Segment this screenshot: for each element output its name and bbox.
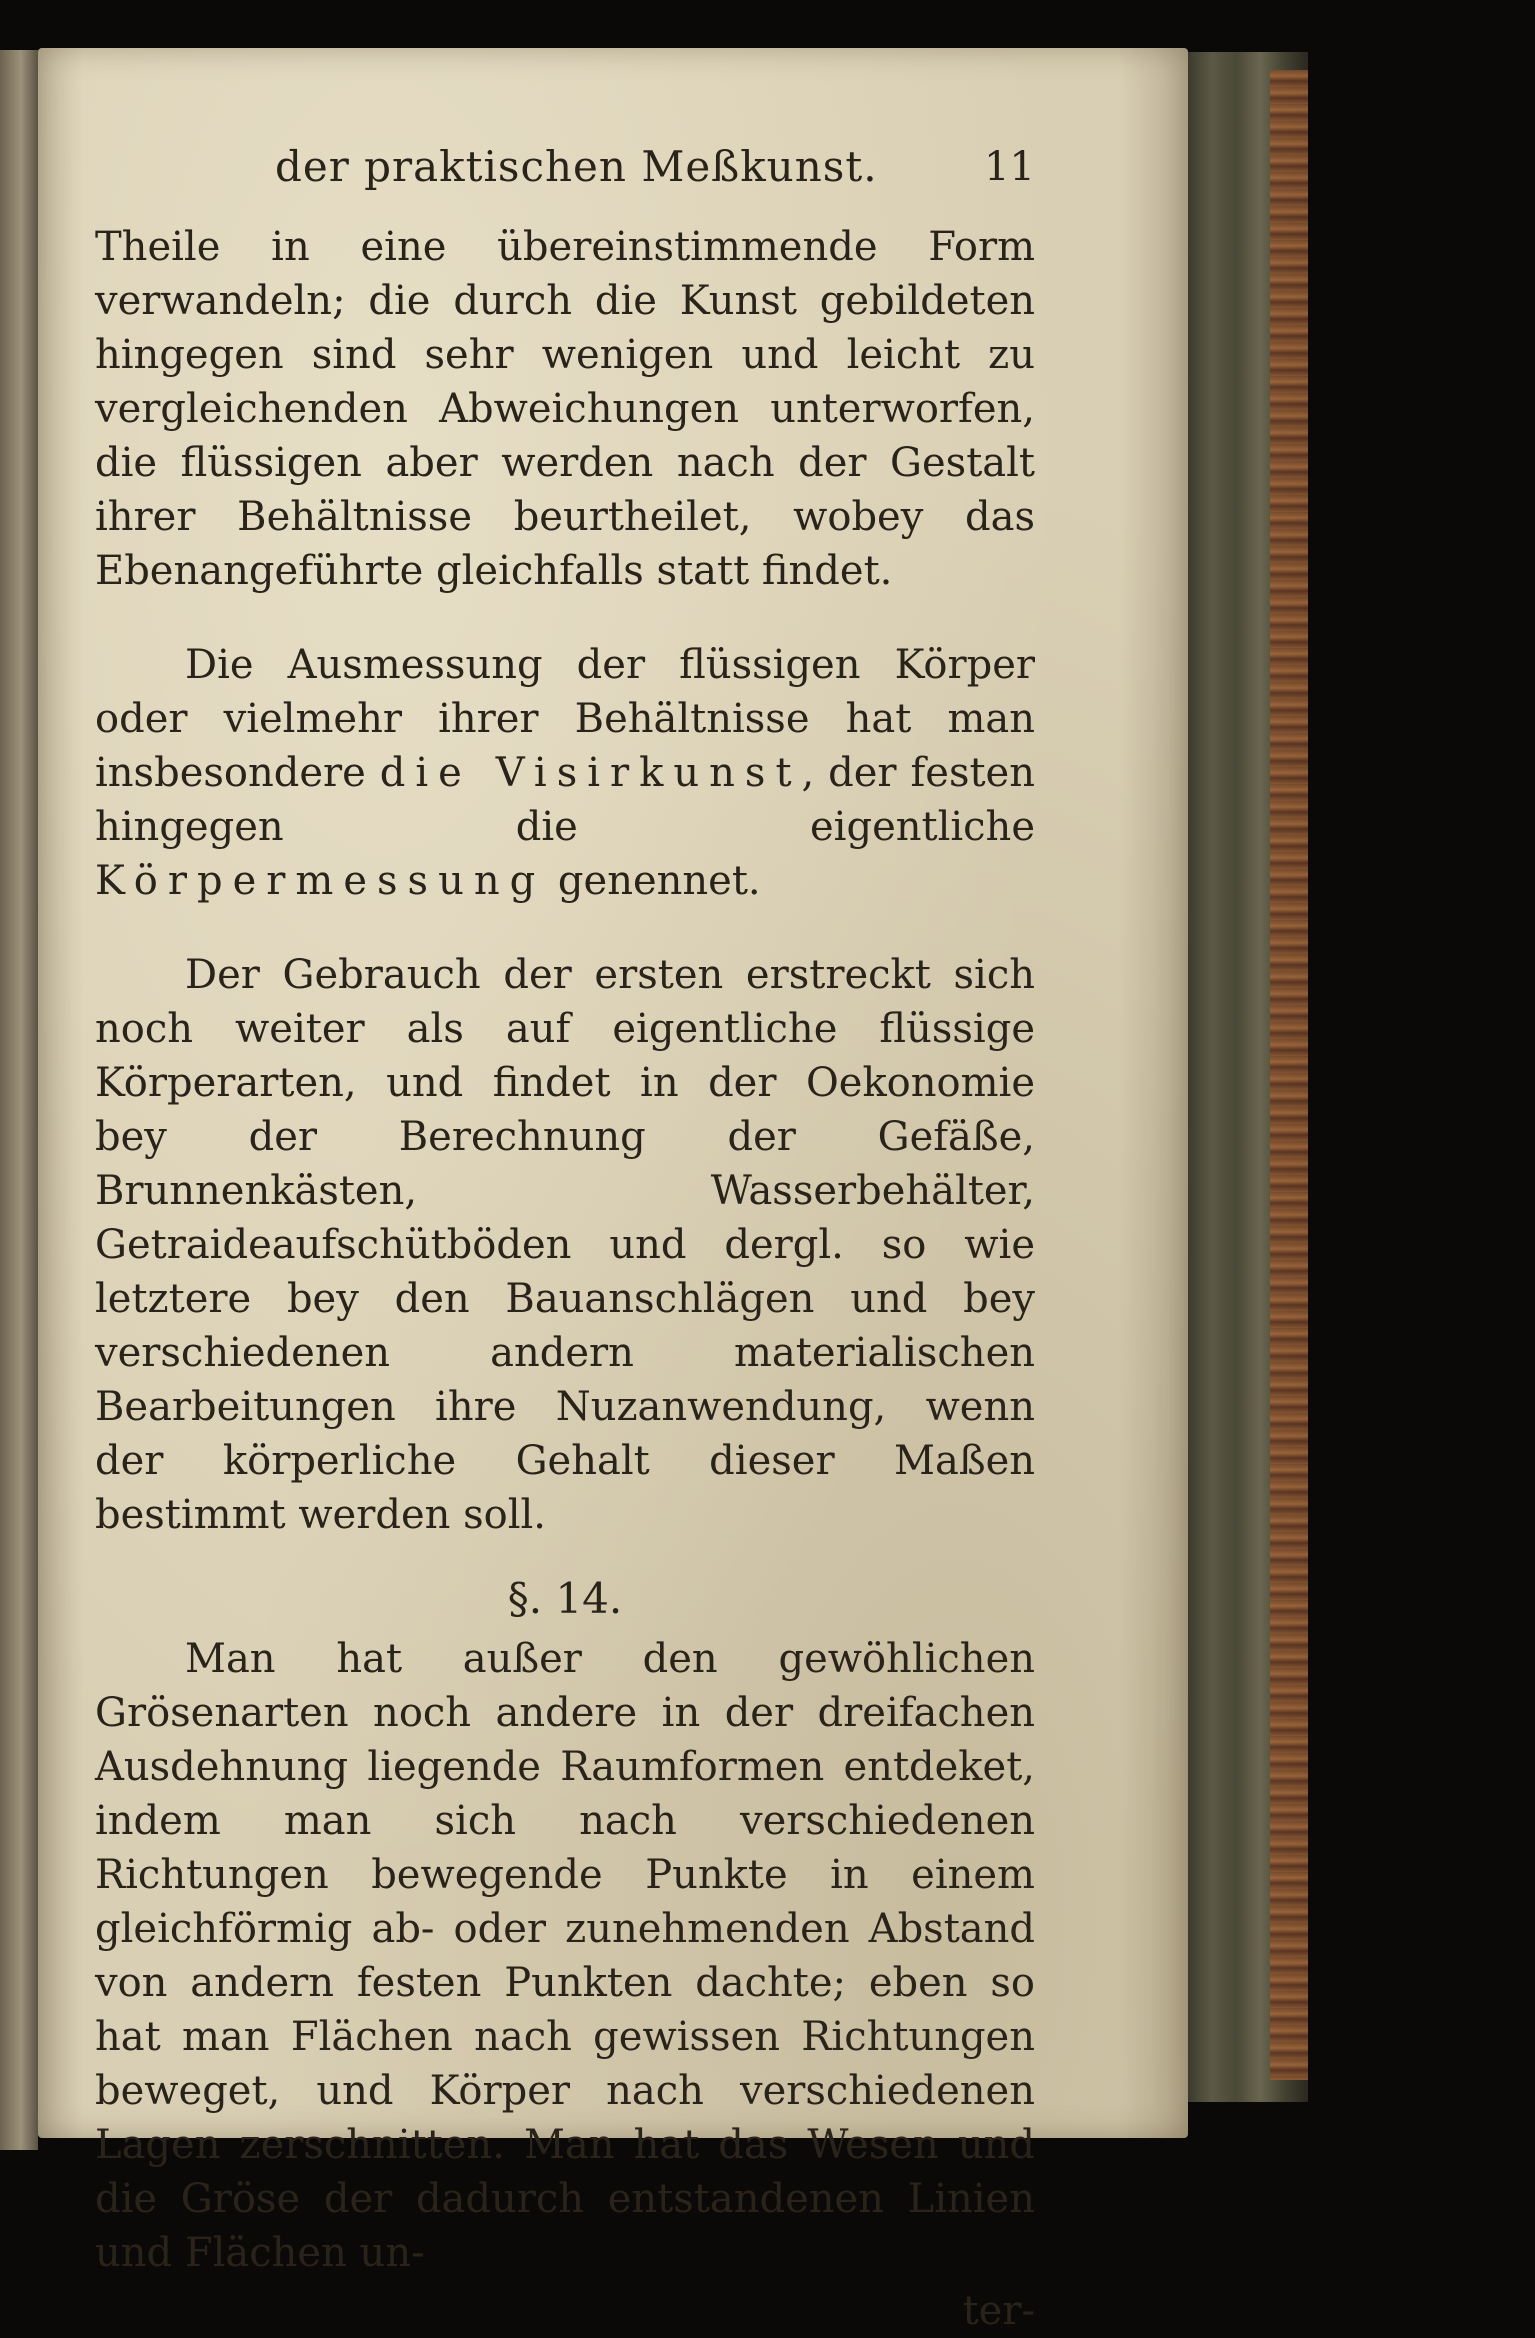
paragraph-2 [95,638,1035,908]
section-paragraph: Man hat außer den gewöhlichen Grösenarten noch andere in der dreifachen Ausdehnung liegende Raumformen entdeket, indem man sich nach verschiedenen Richtungen bewegende Punkte in einem gleichförmig ab- oder zunehmenden Abstand von andern festen Punkten dachte; eben so hat man Flächen nach gewissen Richtungen beweget, und Körper nach verschiedenen Lagen zerschnitten. Man hat das Wesen und die Gröse der dadurch entstandenen Linien und Flächen un- [95,1636,1035,2276]
running-title: der praktischen Meßkunst. [275,142,878,191]
paragraph-1: Theile in eine übereinstimmende Form verwandeln; die durch die Kunst gebildeten hingegen sind sehr wenigen und leicht zu vergleichenden Abweichungen unterworfen, die flüssigen aber werden nach der Gestalt ihrer Behältnisse beurtheilet, wobey das Ebenangeführte gleichfalls statt findet. [95,224,1035,594]
catchword: ter- [962,2288,1035,2334]
paragraph-gap [95,908,1035,948]
paragraph-2-part-3: genennet. [545,858,761,904]
paragraph-3: Der Gebrauch der ersten erstreckt sich noch weiter als auf eigentliche flüssige Körperarten, und findet in der Oekonomie bey der Berechnung der Gefäße, Brunnenkästen, Wasserbehälter, Getraideaufschütböden und dergl. so wie letztere bey den Bauanschlägen und bey verschiedenen andern materialischen Bearbeitungen ihre Nuzanwendung, wenn der körperliche Gehalt dieser Maßen bestimmt werden soll. [95,952,1035,1538]
page-edges-texture [1270,70,1308,2080]
page-text-block [95,140,1035,2338]
running-header [95,140,1035,200]
paragraph-2-part-2: , der festen hingegen die eigentliche [95,750,1035,850]
facing-page-edge [0,50,38,2150]
paragraph-gap [95,598,1035,638]
page-number: 11 [984,144,1035,190]
section-heading: §. 14. [507,1574,623,1623]
term-visirkunst: die Visirkunst [379,750,802,796]
term-koerpermessung: Körpermessung [95,858,546,904]
paragraph-2-part-1: Die Ausmessung der flüssigen Körper oder vielmehr ihrer Behältnisse hat man insbesondere [95,642,1035,796]
